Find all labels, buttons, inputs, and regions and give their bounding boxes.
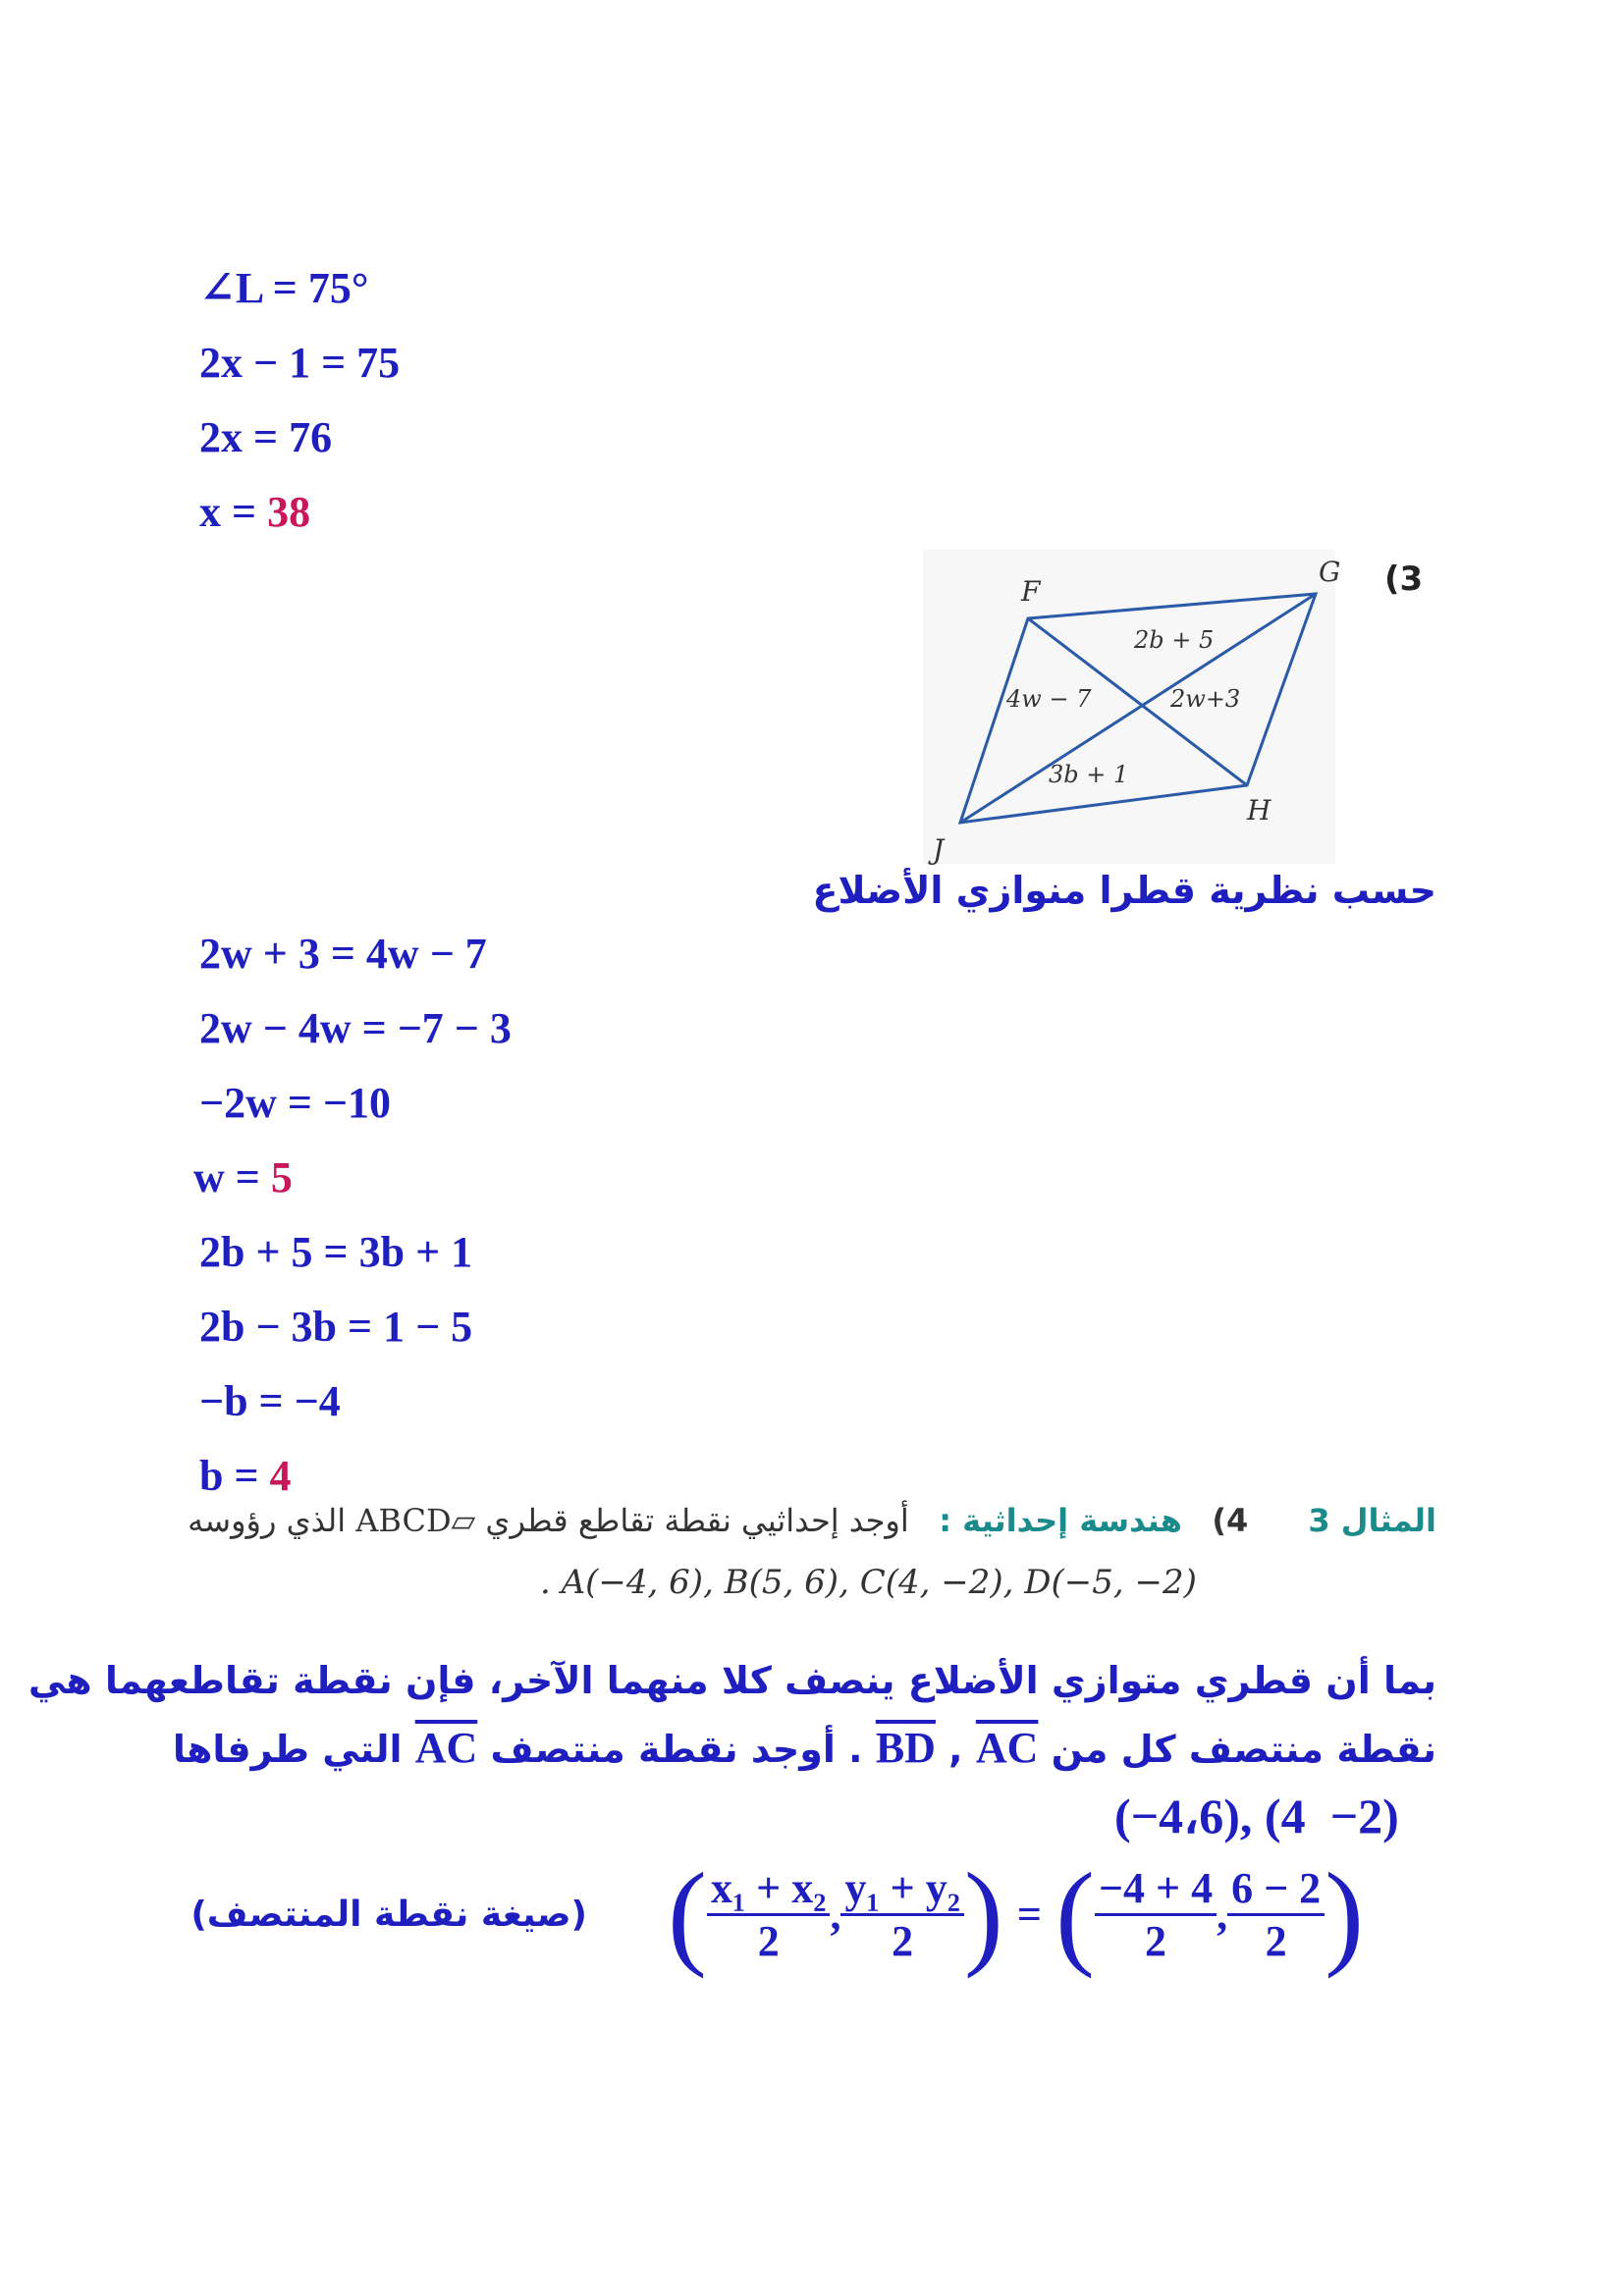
equation-w-answer: w = 5 [193, 1153, 293, 1201]
label-2b-plus-5: 2b + 5 [1134, 626, 1215, 654]
vertex-J: J [933, 833, 945, 866]
paren-close-1: ) [963, 1848, 1003, 1979]
segment-comma: , [935, 1728, 976, 1771]
formula-comma-2: , [1217, 1890, 1228, 1939]
answer-w: 5 [270, 1153, 293, 1201]
segment-AC-2: AC [414, 1724, 478, 1772]
segment-AC: AC [975, 1724, 1039, 1772]
example-number: 4) [1212, 1502, 1249, 1539]
answer-b: 4 [269, 1452, 292, 1500]
example-topic: هندسة إحداثية : [939, 1502, 1182, 1539]
example-header [188, 1502, 1436, 1539]
solution-line-2a: نقطة منتصف كل من [1051, 1728, 1436, 1771]
label-3b-plus-1: 3b + 1 [1049, 761, 1129, 788]
equation-b-answer: b = 4 [199, 1452, 292, 1500]
vertex-H: H [1247, 794, 1271, 827]
formula-comma-1: , [830, 1890, 841, 1939]
label-2w-plus-3: 2w+3 [1170, 685, 1241, 713]
solution-line-1: بما أن قطري متوازي الأضلاع ينصف كلا منهما الآخر، فإن نقطة تقاطعهما هي [27, 1659, 1436, 1702]
example-vertices: . A(−4, 6), B(5, 6), C(4, −2), D(−5, −2) [540, 1563, 1197, 1602]
fraction-x: $\frac{\text{x₁ + x₂}}{2}$ [707, 1863, 830, 1966]
problem-3-number: (3 [1384, 560, 1424, 599]
equation-w-simplify: −2w = −10 [199, 1079, 391, 1127]
solution-line-2 [173, 1723, 1436, 1773]
equation-b-simplify: −b = −4 [199, 1377, 341, 1425]
answer-x: 38 [267, 488, 311, 536]
solution-line-2c: التي طرفاها [172, 1728, 403, 1771]
vertex-G: G [1319, 556, 1341, 588]
label-4w-minus-7: 4w − 7 [1006, 685, 1092, 713]
equation-angle-L: ∠L = 75° [199, 264, 369, 312]
equation-b-collect: 2b − 3b = 1 − 5 [199, 1303, 473, 1351]
segment-BD: BD [875, 1724, 936, 1772]
paren-close-2: ) [1325, 1848, 1365, 1979]
example-label: المثال 3 [1308, 1502, 1436, 1539]
parallelogram-figure [923, 550, 1341, 866]
endpoints: (−4،6), (4 −2) [1114, 1789, 1399, 1843]
formula-equals: = [1016, 1890, 1042, 1939]
equation-2x-minus-1: 2x − 1 = 75 [199, 339, 401, 387]
paren-open-2: ( [1055, 1848, 1095, 1979]
vertex-F: F [1021, 575, 1041, 608]
theorem-statement: حسب نظرية قطرا منوازي الأضلاع [812, 869, 1436, 912]
formula-label: (صيغة نقطة المنتصف) [190, 1895, 587, 1935]
equation-w-collect: 2w − 4w = −7 − 3 [199, 1004, 512, 1052]
equation-x-answer: x = 38 [199, 488, 311, 536]
equation-2x-76: 2x = 76 [199, 413, 333, 461]
fraction-x-values: $\frac{-4 + 4}{2}$ [1095, 1863, 1217, 1966]
solution-line-2b: . أوجد نقطة منتصف [490, 1728, 863, 1771]
fraction-y-values: $\frac{6 - 2}{2}$ [1227, 1863, 1325, 1966]
paren-open-1: ( [668, 1848, 707, 1979]
equation-w-setup: 2w + 3 = 4w − 7 [199, 930, 487, 978]
midpoint-formula [668, 1848, 1365, 1979]
equation-b-setup: 2b + 5 = 3b + 1 [199, 1228, 473, 1276]
fraction-y: $\frac{\text{y₁ + y₂}}{2}$ [840, 1863, 963, 1966]
example-prompt: أوجد إحداثيي نقطة تقاطع قطري ▱ABCD الذي رؤوسه [188, 1502, 909, 1539]
